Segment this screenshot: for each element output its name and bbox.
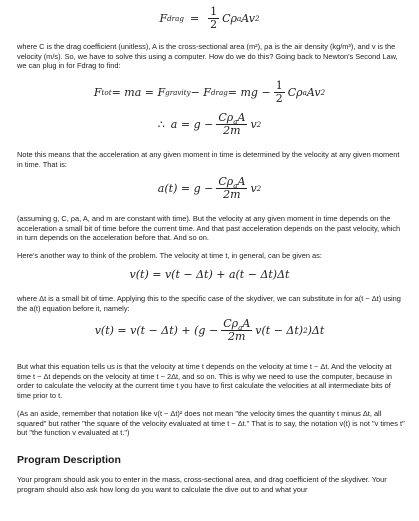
eq-a-num-sub: a — [233, 117, 238, 127]
eq-a-fraction — [216, 112, 247, 137]
eq-tot-half — [274, 80, 285, 105]
eq-a-num-main: Cρ — [218, 111, 234, 124]
eq-at-fraction — [216, 176, 247, 201]
paragraph-acceleration-note: Note this means that the acceleration at any given moment in time is determined by the velocity at any given moment in time. That is: — [17, 150, 400, 169]
eq-at-num-sub: a — [233, 181, 238, 191]
therefore-symbol: ∴ — [157, 117, 165, 131]
eq-tot-mid: = ma = F — [111, 85, 166, 99]
section-heading-program-description: Program Description — [17, 454, 121, 466]
eq-sub-fraction — [221, 318, 252, 343]
paragraph-another-way: Here's another way to think of the problem. The velocity at time t, in general, can be given as: — [17, 251, 322, 260]
eq-tot-tail: Cρ — [287, 85, 303, 99]
eq-drag-fraction — [208, 6, 219, 31]
eq-drag-lhs: F — [159, 11, 168, 25]
eq-sub-lhs: v(t) = v(t − Δt) + (g − — [94, 323, 219, 337]
paragraph-program-description: Your program should ask you to enter in the mass, cross-sectional area, and drag coefficient of the skydiver. Your program should also ask how long do you want to calculate the dive out to and what your — [17, 475, 387, 494]
drag-equation: F drag = $\frac{1}{2}$ Cρ a Av 2 — [159, 5, 260, 31]
paragraph-assumptions: (assuming g, C, ρa, A, and m are constant with time). But the velocity at any given moment in time depends on the acceleration a small bit of time before the current time. And that past acceleration depends on the past velocity, which in turn depends on the acceleration before that. And so on. — [17, 214, 401, 243]
eq-drag-num: 1 — [210, 5, 218, 18]
eq-sub-num-main: Cρ — [223, 317, 239, 330]
paragraph-drag-definitions: where C is the drag coefficient (unitless), A is the cross-sectional area (m²), ρa is the air density (kg/m³), and v is the velocity (m/s). So, we have to solve this using a computer. How do we do this? Going back to Newton's Second Law, we can plug in for Fdrag to find: — [17, 42, 398, 71]
eq-at-rhs: v — [250, 181, 257, 195]
velocity-equation — [0, 270, 419, 280]
eq-vt-text: v(t) = v(t − Δt) + a(t − Δt)Δt — [129, 268, 290, 281]
paragraph-aside-notation: (As an aside, remember that notation like v(t − Δt)² does not mean "the velocity times the quantity t minus Δt, all squared" but rather "the square of the velocity evaluated at time t − Δt." That is to say, the notation v(t) is not "v times t" but "the function v evaluated at t.") — [17, 409, 405, 438]
eq-sub-close: )Δt — [307, 323, 325, 337]
eq-a-den: 2m — [223, 124, 241, 137]
eq-a-rhs: v — [250, 117, 257, 131]
substituted-velocity-equation: v(t) = v(t − Δt) + (g − $\frac{C\rho_aA}{2m}$ v(t − Δt) 2 )Δt — [94, 317, 325, 343]
eq-a-lhs: a = g − — [170, 117, 214, 131]
eq-tot-tail2: Av — [306, 85, 321, 99]
eq-at-num-main: Cρ — [218, 175, 234, 188]
acceleration-time-equation: a(t) = g − $\frac{C\rho_aA}{2m}$ v 2 — [157, 175, 262, 201]
eq-drag-equals: = — [189, 11, 200, 25]
eq-sub-num-tail: A — [242, 317, 251, 330]
eq-at-den: 2m — [223, 188, 241, 201]
eq-a-num-tail: A — [237, 111, 246, 124]
eq-sub-num-sub: a — [238, 323, 243, 333]
eq-drag-tail: Av — [241, 11, 255, 25]
eq-sub-rhs: v(t − Δt) — [255, 323, 304, 337]
eq-sub-den: 2m — [228, 330, 246, 343]
eq-tot-minus: − F — [190, 85, 211, 99]
eq-drag-den: 2 — [210, 18, 218, 31]
paragraph-substitute: where Δt is a small bit of time. Applying this to the specific case of the skydiver, we can substitute in for a(t − Δt) using the a(t) equation before it, namely: — [17, 294, 401, 313]
eq-at-num-tail: A — [237, 175, 246, 188]
acceleration-equation: ∴ a = g − $\frac{C\rho_aA}{2m}$ v 2 — [157, 111, 262, 137]
eq-tot-half-num: 1 — [275, 79, 283, 92]
eq-tot-mg: = mg − — [227, 85, 271, 99]
eq-tot-ftot: F — [93, 85, 102, 99]
eq-at-lhs: a(t) = g − — [157, 181, 214, 195]
paragraph-recursion: But what this equation tells us is that the velocity at time t depends on the velocity at time t − Δt. And the velocity at time t − Δt depends on the velocity at time t − 2Δt, and so on. This is why we need to use the computer, because in order to calculate the velocity at the current time t you have to first calculate the velocities at all intermediate bits of time prior to t. — [17, 362, 392, 400]
eq-tot-half-den: 2 — [275, 92, 283, 105]
eq-drag-rest: Cρ — [222, 11, 238, 25]
total-force-equation: F tot = ma = F gravity − F drag = mg − $\frac{1}{2}$ Cρ a Av 2 — [93, 79, 326, 105]
